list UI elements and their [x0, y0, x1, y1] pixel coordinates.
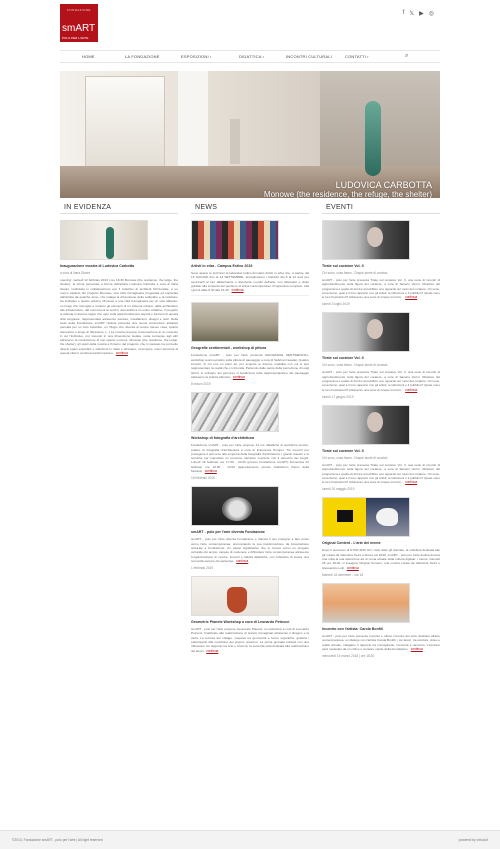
post-body: [322, 370, 440, 391]
youtube-icon[interactable]: ▶: [419, 11, 424, 17]
post-text: smART - polo per l'arte presenta Tirate sul curatore Vol. II, una serie di incontri di approfondimento sulla figura del curatore, a cura di Saverio Verini. Obiettivo del programma è quello di fornire al pubblico uno sguardo sul ruolo del curatore: chi sono, cosa fanno, qual è il loro rapporto con gli artisti, le istituzioni e il pubblico? Quale sono le loro frustrazioni? Attraverso una serie di cinque incontri...: [322, 278, 440, 300]
post-text: Sono aperte le iscrizioni ai laboratori ludico-formativi Artisti in erba che, a partire dal 10 GIUGNO fino al 13 SETTEMBRE, accoglieranno i bambini dai 6 ai 12 anni per avvicinarli al loro affascinante e divertente mondo dell'arte, con laboratori e visite guidate alla scoperta del pensiero di artisti contemporanei. Programma completo: tutti i giorni dalle 8.30 alle 16.30.: [191, 271, 309, 293]
nav-label: HOME: [82, 54, 95, 59]
post-body: [191, 627, 309, 653]
read-more-link[interactable]: continua: [405, 480, 418, 485]
post-text: Fondazione smART - polo per l'arte presenta GEOGRAFIE SENTIMENTALI, workshop teorico-pratico sulla pittura di paesaggio a cura di Sabrina Casadei. Quattro incontri, di cui uno en plein air, per scoprire le diverse modalità con cui si può rappresentare la realtà che ci circonda. Partendo dalle teorie della percezione di Luigi Ghirri, lo sviluppo del percorso si focalizzerà sulla rappresentazione del paesaggio attraverso la pratica pittorica.: [191, 353, 309, 379]
post-title[interactable]: Workshop di fotografia d'architettura: [191, 436, 255, 441]
main-nav: [60, 50, 440, 63]
post-title[interactable]: Tirate sul curatore Vol. II: [322, 448, 364, 453]
post-title[interactable]: smART - polo per l'arte diventa Fondazione: [191, 530, 265, 535]
column-heading: IN EVIDENZA: [60, 204, 178, 214]
post-thumbnail[interactable]: [322, 583, 410, 623]
read-more-link[interactable]: continua: [231, 288, 244, 293]
instagram-icon[interactable]: ◎: [428, 11, 434, 17]
logo-subtitle: POLO PER L'ARTE: [62, 36, 89, 40]
nav-label: LA FONDAZIONE: [125, 54, 160, 59]
thumbnail-left: [323, 498, 366, 536]
nav-item-incontri[interactable]: [286, 54, 332, 59]
social-links: [403, 10, 434, 17]
post-body: [322, 463, 440, 484]
copyright-text: ©2013, Fondazione smART - polo per l'arte | All right reserved: [12, 838, 103, 842]
hero-caption-subtitle: Monowe (the residence, the refuge, the shelter): [263, 190, 432, 198]
post-date: lunedì 20 maggio 2019: [322, 487, 355, 492]
nav-item-home[interactable]: [82, 54, 95, 59]
post-body: [191, 443, 309, 473]
hero-slider[interactable]: [60, 71, 440, 198]
post-text: opening: martedì 12 febbraio 2019 | ore 18.30 Monowe (the residence, the lodge, the shelter), la prima personale a Roma dell'artista Ludovica Carbotta a cura di Ilaria Gianni, realizzata in collaborazione con il collettivo di architetti Orizzontale, è un nuovo capitolo del progetto Monowe, una città immaginaria progettata ed esplorata dall'artista da qualche anno, che indaga la dimensione della solitudine e la relazione fra individuo e spazio urbano. Monowe è una città immaginaria per un solo abitante, un luogo che raccoglie e riunisce gli elementi di un sistema urbano, dalle architetture alle infrastrutture, dai monumenti ai servizi, accessibili a un unico cittadino. Il progetto si articola in diverse tappe che ogni volta approfondiscono aspetti e funzioni di questa città singolare, rappresentata attraverso sculture, installazioni, disegni e testi. Nella sede della Fondazione smART l'artista presenta una nuova costruzione abitativa pensata per un solo individuo, un rifugio che diventa al tempo stesso casa, spazio domestico e luogo di riflessione. [...] La mostra propone l'osservazione di un contesto in cui l'individuo, pur vivendo in una dimensione isolata, resta connesso agli altri attraverso la condivisione di uno spazio comune. Monowe (the residence, the lodge, the shelter), gli spazi della mostra e l'interno del progetto, che in passato ha coinvolto diversi spazi espositivi e istituzioni in Italia e all'estero, ricompone nuovi elementi di questa città in continua trasformazione.: [60, 278, 178, 356]
post-title[interactable]: Artisti in erba - Campus Estivo 2019: [191, 264, 253, 268]
nav-label: CONTATTI: [345, 54, 367, 59]
read-more-link[interactable]: continua: [410, 646, 423, 651]
chevron-down-icon: ▾: [209, 55, 212, 59]
post-date: lunedì 17 giugno 2019: [322, 394, 354, 399]
post-thumbnail[interactable]: [60, 220, 148, 260]
twitter-icon[interactable]: 𝕏: [409, 11, 415, 17]
read-more-link[interactable]: continua: [405, 387, 418, 392]
post-date: 1 febbraio 2019: [191, 566, 214, 571]
thumbnail-right: [366, 498, 409, 536]
post-date: Martedì 16 dicembre - ore 18: [322, 572, 364, 577]
nav-label: INCONTRI CULTURALI: [286, 54, 332, 59]
hero-door: [85, 76, 165, 171]
column-news: [191, 204, 309, 656]
read-more-link[interactable]: continua: [236, 558, 249, 563]
logo-top-text: FONDAZIONE: [67, 8, 91, 12]
hero-object: [230, 119, 240, 164]
post-date: lunedì 3 luglio 2019: [322, 302, 350, 307]
post-text: smART - polo per l'arte presenta Tirate sul curatore Vol. II, una serie di incontri di approfondimento sulla figura del curatore, a cura di Saverio Verini. Obiettivo del programma è quello di fornire al pubblico uno sguardo sul ruolo del curatore: chi sono, cosa fanno, qual è il loro rapporto con gli artisti, le istituzioni e il pubblico? Quale sono le loro frustrazioni? Attraverso una serie di cinque incontri...: [322, 370, 440, 392]
post-thumbnail[interactable]: [322, 312, 410, 352]
post-meta: Chi sono, cosa fanno. Cinque storie di curatori.: [322, 363, 389, 368]
read-more-link[interactable]: continua: [206, 648, 219, 653]
post-date: 18 febbraio 2019: [191, 476, 215, 481]
site-logo[interactable]: [60, 4, 98, 42]
post-title[interactable]: Geometric Planets Workshop a cura di Leonardo Petrucci: [191, 620, 290, 625]
read-more-link[interactable]: continua: [346, 565, 359, 570]
powered-by-link[interactable]: powered by virtual.it: [458, 838, 488, 842]
post-body: [322, 634, 440, 651]
divider: [191, 295, 309, 296]
read-more-link[interactable]: continua: [115, 351, 128, 356]
site-footer: [0, 830, 500, 849]
post-body: [191, 353, 309, 379]
post-body: [191, 537, 309, 563]
post-title[interactable]: Incontro con l'artista: Carola Bonfili: [322, 626, 383, 631]
post-thumbnail[interactable]: [322, 220, 410, 260]
nav-label: ESPOSIZIONI: [181, 54, 209, 59]
post-date: mercoledì 14 marzo 2018 | ore 18.30: [322, 654, 375, 659]
post-date: 8 marzo 2019: [191, 382, 211, 387]
column-eventi: [322, 204, 440, 664]
post-text: smART - polo per l'arte diventa Fondazione e rilancia il suo impegno a fare poste verso l'arte contemporanea, annunciando la sua trasformazione da Associazione culturale a Fondazione. Un passo significativo che si muove verso un progetto culturale più ampio, capace di sostenere e diffondere l'arte contemporanea attraverso l'organizzazione di mostre, incontri e attività didattiche, con l'obiettivo di creare una comunità sempre più partecipe.: [191, 537, 309, 563]
nav-item-esposizioni[interactable]: [181, 54, 211, 59]
post-thumbnail[interactable]: [191, 486, 279, 526]
post-text: smART - polo per l'arte propone Geometric Planets, un workshop a cura di Leonardo Petrucci, finalizzato alla realizzazione di pianeti immaginari attraverso il disegno e la carta. La tecnica del collage, sospesa tra geometria e forme organiche, guiderà i partecipanti alla creazione del proprio universo. La prima giornata inizierà con una riflessione sul rapporto tra arte e scienza, la seconda sarà dedicata alla realizzazione dei lavori.: [191, 627, 309, 653]
column-heading: NEWS: [191, 204, 309, 214]
post-thumbnail[interactable]: [191, 392, 279, 432]
search-icon[interactable]: ⌕: [405, 53, 409, 59]
read-more-link[interactable]: continua: [204, 469, 217, 474]
chevron-down-icon: ▾: [262, 55, 265, 59]
column-evidenza: [60, 204, 178, 358]
post-meta: a cura di Ilaria Gianni: [60, 271, 91, 275]
nav-item-didattica[interactable]: [239, 54, 264, 59]
post-title[interactable]: Inaugurazione mostra di Ludovica Carbotta: [60, 264, 135, 268]
post-title[interactable]: Geografie sentimentali - workshop di pittura: [191, 346, 267, 351]
post-thumbnail[interactable]: [322, 497, 410, 537]
read-more-link[interactable]: continua: [405, 295, 418, 300]
post-body: [322, 278, 440, 299]
chevron-down-icon: ▾: [367, 55, 369, 59]
post-meta: Chi sono, cosa fanno. Cinque storie di curatori.: [322, 455, 389, 460]
post-title[interactable]: Tirate sul curatore Vol. II: [322, 264, 364, 268]
post-text: smART - polo per l'arte presenta il quinto e ultimo incontro del ciclo dedicato all'arte contemporanea, un dialogo con l'artista Carola Bonfili, i cui lavori, tra scultura, video e realtà virtuale, indagano il rapporto tra immaginario, memoria e racconto. L'incontro sarà moderato da un critico e curatore ospite della Fondazione.: [322, 633, 440, 651]
post-title[interactable]: Original Content - L'arte dei meme: [322, 541, 381, 546]
post-body: [60, 278, 178, 355]
post-text: Fondazione smART - polo per l'arte propone 14 ore didattiche di workshop teorico-pratico di fotografia d'architettura a cura di Francesca Pompei. Tre incontri per proseguire il percorso alla scoperta della fotografia d'architettura, i grandi maestri e le tecniche per impostare un percorso narrativo coerente con il racconto dei luoghi. Lunedì 18 febbraio ore 17.00 - 20.00 (presso Fondazione smART) Domenica 24 febbraio ore 10.00 - 13.00 (appuntamento presso Auditorium Parco della Musica).: [191, 443, 309, 474]
post-thumbnail[interactable]: [322, 405, 410, 445]
post-body: [191, 271, 309, 292]
hero-sculpture: [365, 101, 381, 176]
nav-item-contatti[interactable]: [345, 54, 369, 59]
nav-item-fondazione[interactable]: [125, 54, 160, 59]
post-meta: Chi sono, cosa fanno. Cinque storie di curatori.: [322, 271, 389, 275]
column-heading: EVENTI: [322, 204, 440, 214]
post-text: Dopo il successo di STOP AND GO, l'arte delle gif animate, la collettiva dedicata alle gif curata da Valentina Tanni a Roma nel 2016, smART - polo per l'arte dedica ancora una volta la sua attenzione ad un tema attuale della cultura digitale: i meme. Giovedì 28 ore 18.00, si inaugura Original Content, una mostra curata da Valentina Tanni e Alessandro Lolli.: [322, 548, 440, 570]
hero-caption-name: LUDOVICA CARBOTTA: [335, 180, 432, 190]
post-text: smART - polo per l'arte presenta Tirate sul curatore Vol. II, una serie di incontri di approfondimento sulla figura del curatore, a cura di Saverio Verini. Obiettivo del programma è quello di fornire al pubblico uno sguardo sul ruolo del curatore: chi sono, cosa fanno, qual è il loro rapporto con gli artisti, le istituzioni e il pubblico? Quale sono le loro frustrazioni? Attraverso una serie di cinque incontri...: [322, 462, 440, 485]
post-thumbnail[interactable]: [191, 302, 279, 342]
post-body: [322, 548, 440, 569]
post-title[interactable]: Tirate sul curatore Vol. II: [322, 356, 364, 361]
logo-name: smART: [62, 23, 96, 34]
post-thumbnail[interactable]: [191, 576, 279, 616]
nav-label: DIDATTICA: [239, 54, 262, 59]
facebook-icon[interactable]: f: [402, 10, 405, 16]
read-more-link[interactable]: continua: [232, 374, 245, 379]
post-thumbnail[interactable]: [191, 220, 279, 260]
